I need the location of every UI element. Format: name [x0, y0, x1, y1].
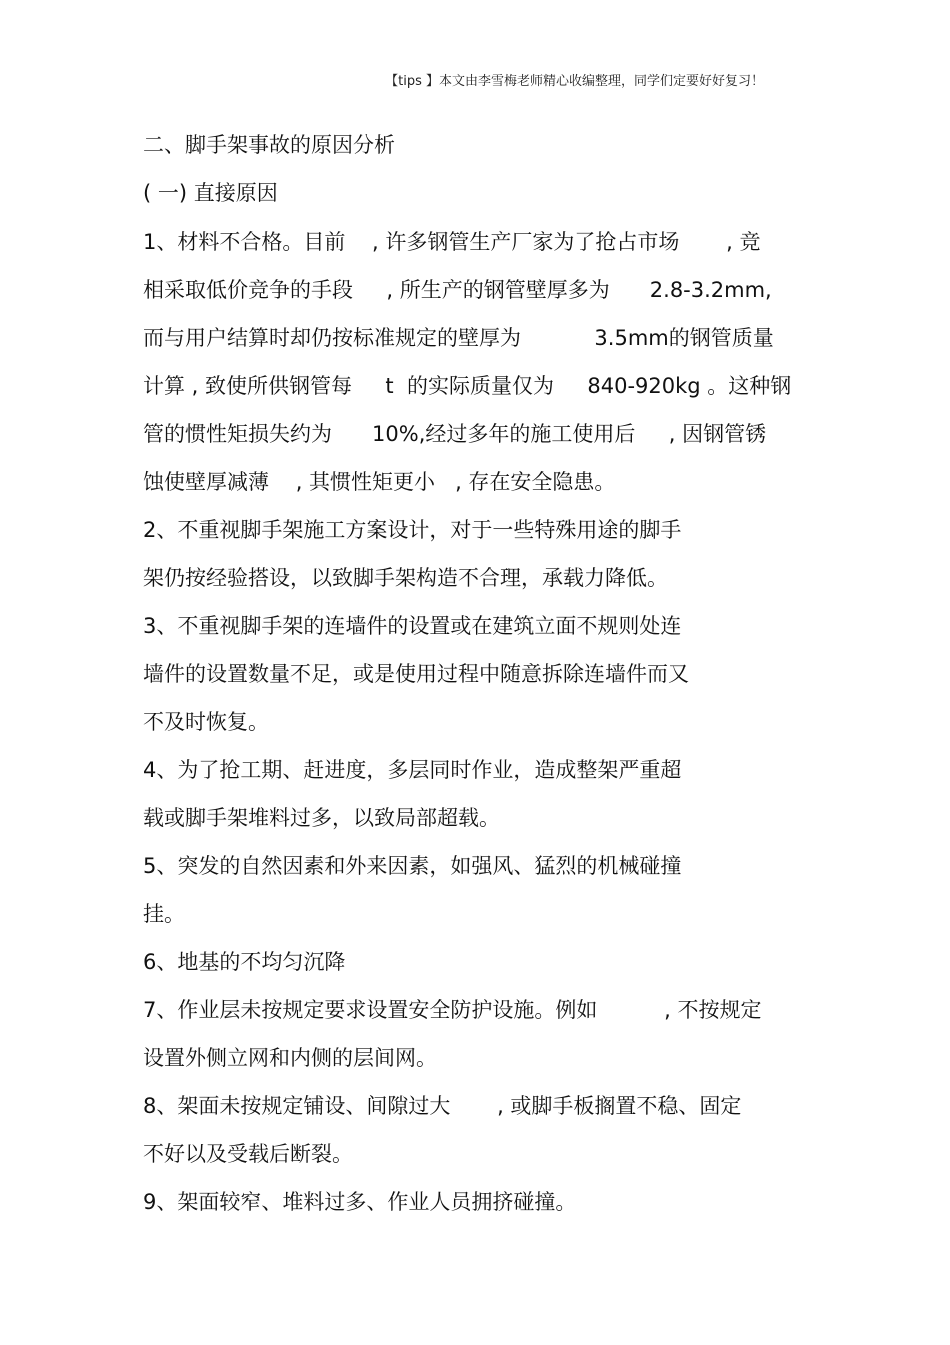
- paragraph-line: 蚀使壁厚减薄 , 其惯性矩更小 , 存在安全隐患。: [143, 470, 616, 494]
- paragraph-line: 1、材料不合格。目前 , 许多钢管生产厂家为了抢占市场 , 竞: [143, 230, 761, 254]
- tips-header: 【tips 】本文由李雪梅老师精心收编整理，同学们定要好好复习！: [385, 74, 764, 89]
- subsection-title: ( 一) 直接原因: [143, 181, 278, 205]
- paragraph-line: 6、地基的不均匀沉降: [143, 950, 346, 974]
- paragraph-line: 9、架面较窄、堆料过多、作业人员拥挤碰撞。: [143, 1190, 577, 1214]
- paragraph-line: 不及时恢复。: [143, 710, 269, 734]
- paragraph-line: 设置外侧立网和内侧的层间网。: [143, 1046, 437, 1070]
- paragraph-line: 管的惯性矩损失约为 10%,经过多年的施工使用后 , 因钢管锈: [143, 422, 767, 446]
- paragraph-line: 计算 , 致使所供钢管每 t 的实际质量仅为 840-920kg 。这种钢: [143, 374, 792, 398]
- paragraph-line: 相采取低价竞争的手段 , 所生产的钢管壁厚多为 2.8-3.2mm,: [143, 278, 772, 302]
- paragraph-line: 5、突发的自然因素和外来因素，如强风、猛烈的机械碰撞: [143, 854, 682, 878]
- section-title: 二、脚手架事故的原因分析: [143, 133, 395, 157]
- paragraph-line: 8、架面未按规定铺设、间隙过大 , 或脚手板搁置不稳、固定: [143, 1094, 742, 1118]
- paragraph-line: 而与用户结算时却仍按标准规定的壁厚为 3.5mm的钢管质量: [143, 326, 774, 350]
- paragraph-line: 载或脚手架堆料过多，以致局部超载。: [143, 806, 500, 830]
- paragraph-line: 架仍按经验搭设，以致脚手架构造不合理，承载力降低。: [143, 566, 668, 590]
- paragraph-line: 不好以及受载后断裂。: [143, 1142, 353, 1166]
- paragraph-line: 4、为了抢工期、赶进度，多层同时作业，造成整架严重超: [143, 758, 682, 782]
- paragraph-line: 7、作业层未按规定要求设置安全防护设施。例如 , 不按规定: [143, 998, 762, 1022]
- paragraph-line: 2、不重视脚手架施工方案设计，对于一些特殊用途的脚手: [143, 518, 682, 542]
- paragraph-line: 挂。: [143, 902, 185, 926]
- paragraph-line: 墙件的设置数量不足，或是使用过程中随意拆除连墙件而又: [143, 662, 689, 686]
- paragraph-line: 3、不重视脚手架的连墙件的设置或在建筑立面不规则处连: [143, 614, 682, 638]
